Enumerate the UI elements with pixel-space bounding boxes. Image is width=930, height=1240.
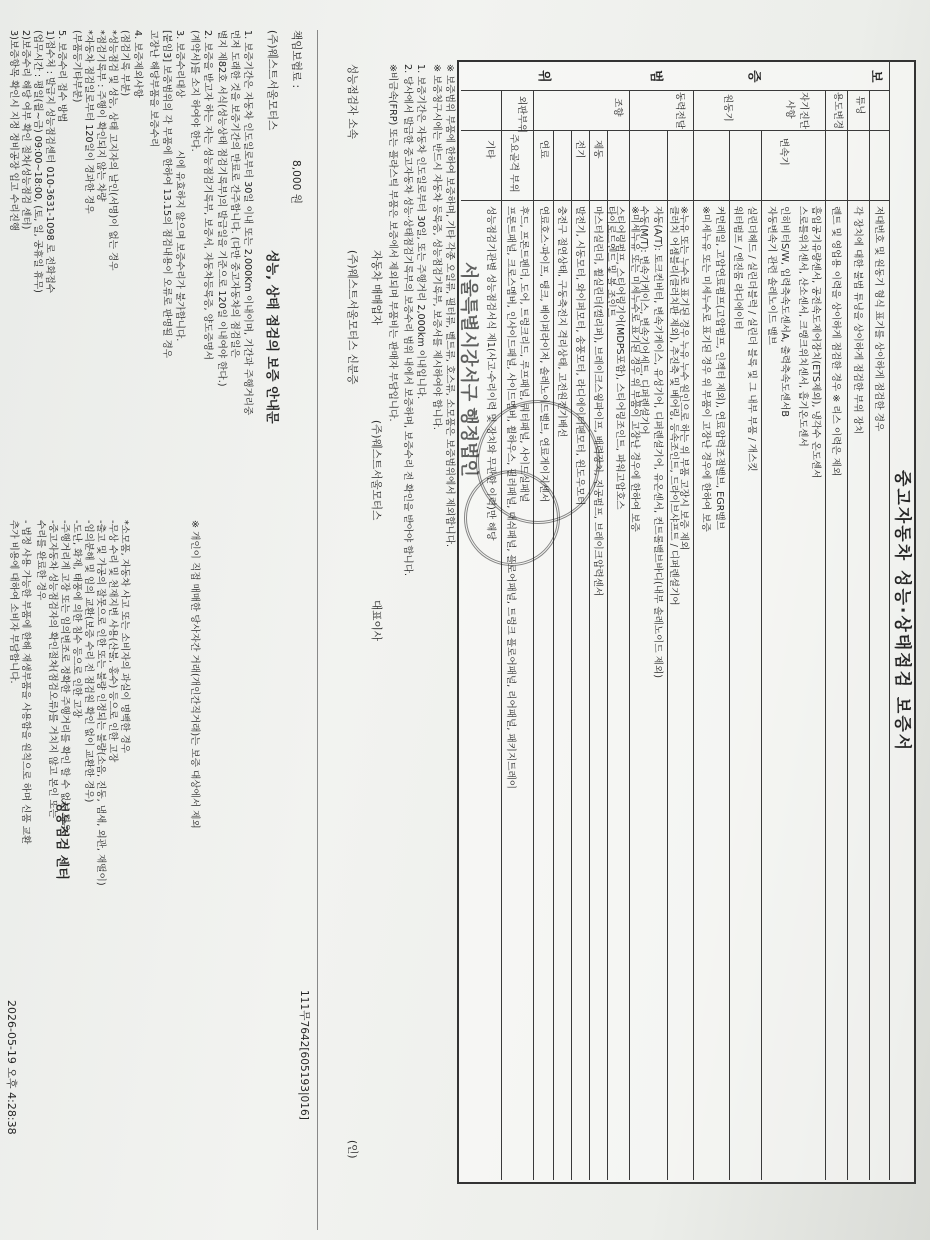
row-text: 저대번호 및 원동기 형식 표기를 상이하게 점검한 경우 (873, 206, 884, 432)
note: 1. 보증기간은 자동차 인도일로부터 30일, 또는 주행거리 2,000km 이내입니다. (415, 64, 426, 400)
label-transmission: 변속기 (778, 138, 789, 166)
notice-item: *점검기록부 : 주행이 확인되지 않는 차량 (95, 30, 106, 202)
row-text: 실린더헤드 / 실린더블럭 / 실린더 블록 및 그 내부 부품 / 개스킷 (746, 206, 757, 472)
side-label-last: 위 (536, 70, 551, 83)
label-engine: 원동기 (722, 94, 733, 122)
row-text: ※미세누유 또는 미세누수로 표기된 경우 위 부품이 고장난 경우에 한하여 보증 (700, 206, 711, 532)
notice-item: 별지 제82호 서식(성능상태 점검기록부)의 발급일을 기준으로 120일 이내여야 한다.) (216, 30, 227, 387)
premium-label: 책임보험료 : (290, 30, 302, 89)
label-other: 기타 (484, 140, 495, 159)
notice-item: 고장난 해당부품을 보증수리 (148, 30, 159, 148)
notice-item: (업무시간 : 평일(월~금) 09:00~18:00, (토, 일, 공휴일 휴무) (32, 30, 43, 293)
note: ※ 보증청구시에는 반드시 자동차 등록증, 성능점검기록부, 보증서를 제시하여야 합니다. (431, 64, 442, 430)
label-items: 사항 (784, 100, 795, 119)
notice-item: 5. 보증수리 접수 방법 (56, 30, 67, 123)
notice-item: -중고자동차 성능점검자의 확인절차(점검오류)를 거치지 않고 본인 또는 (47, 520, 58, 819)
stamp-text: 서울특별시강서구 행정법인 (458, 262, 479, 477)
notice-item: (점검기록 부분) (119, 30, 130, 97)
row-text: 스로틀위치센서, 산소센서, 크랭크위치센서, 흡기온도센서 (797, 206, 808, 447)
notice-item: *성능점검 및 성능, 상태 고지자의 날인(서명)이 없는 경우 (107, 30, 118, 271)
notice-item: *자동차 점검일로부터 120일이 경과한 경우 (83, 30, 94, 214)
notice-item: 1. 보증기간은 자동차 인도일로부터 30일 이내 또는 2,000Km 이내이며, 기간과 주행거리중 (242, 30, 253, 416)
row-text: 마스터실린더, 휠실린더(캘리퍼), 브레이크스윙파이프, 배력장치, 진공펌프, 브레이크압력센서 (592, 206, 603, 597)
label-main-frame: 주요골격 부위 (508, 134, 519, 193)
row-text: 성능점검기관별 성능점검서식 제1(사고·수리이력 및 장치와 무관한 이력)만 해당 (485, 206, 496, 541)
form-code: 111무7642[605193|016] (298, 990, 310, 1120)
row-text: 워터펌프 / 엔진룸 라디에이터 (732, 206, 743, 330)
notice-item: -무상 수리 및 천재지변 사용(산불, 홍수) 등으로 인한 고장 (107, 520, 118, 763)
footer-org: 성능점검 센터 (54, 800, 69, 880)
center-name: 성능점검자 소속 (346, 64, 358, 140)
row-text: 커먼레일, 고압연료펌프(고압펌프, 인젝터 제외), 연료압력조절밸브, EGR밸브 (714, 206, 725, 530)
seal-mark: (인) (346, 1140, 358, 1159)
row-text: 자동변속기 관련 솔레노이드 밸브 (766, 206, 777, 345)
notice-item: 추가 비용에 대하여 소비자 부담합니다. (8, 520, 19, 684)
print-timestamp: 2026-05-19 오후 4:28:38 (5, 1000, 18, 1135)
notice-item: 3. 보증수리대상 (174, 30, 185, 98)
notice-item: (부품등기타부분) (71, 30, 82, 103)
notice-item: ※ 개인이 직접 매매한 당사자간 거래(개인간직거래)는 보증 대상에서 제외 (189, 520, 200, 829)
notice-item: 3)보증항목 확인시 지정 정비공장 입고 수리진행 (8, 30, 19, 232)
row-text: ※누유 또는 누수로 표기된 경우 누유 누수 원인으로 하는 위 부품 고장시 보증 제외 (678, 206, 689, 551)
label-exterior: 외판부위 (516, 96, 527, 134)
label-power-transfer: 동력전달 (674, 92, 685, 130)
row-text: ※미세누유 또는 미세누수로 표기된 경우 위 부품이 고장난 경우에 한하여 보증 (629, 206, 640, 532)
notice-item: 2)보증수리 해당 여부 확인 절차(성능점검 센터) (20, 30, 31, 230)
note: ※비금속(FRP) 또는 플라스틱 부품은 보증에서 제외되며 부품비는 판매자 부담입니다. (387, 64, 398, 422)
signature-label: 자동차 매매업자 (370, 250, 382, 326)
inspector-name: (주)웨스트서울모터스 신분증 (346, 250, 358, 385)
row-text: 타이로드엔드 및 볼 조인트 (605, 206, 616, 318)
row-text: 클러치 어셈블리(클러치판 제외), 추진축 및 베어링, 등속조인트, 드라이브샤프트 / 디퍼렌셜기어 (668, 206, 679, 606)
row-text: 자동(A/T): 토크컨버터, 변속기케이스, 유성기어, 디퍼렌셜기어, 유온센서, 컨트롤밸브바디(내부 솔레노이드 제외) (652, 206, 663, 679)
notice-item: *소모품, 자동차 사고 또는 소비자의 과실이 명백한 경우 (119, 520, 130, 754)
notice-item: -도난, 화재, 태풍에 의한 침수 등으로 인한 고장 (71, 520, 82, 718)
notice-item: 4. 보증제외사항 (132, 30, 143, 98)
row-text: 스티어링펌프, 스티어링기어(MDPS포함), 스티어링조인트, 파워고압호스 (614, 206, 625, 510)
notice-item: 먼저 도래한 것을 보증기간의 만료로 간주합니다. (다만 중고자동차의 점검일은 (229, 30, 240, 358)
notice-heading: 성능, 상태 점검의 보증 안내문 (264, 250, 279, 424)
page-divider (317, 30, 318, 1230)
notice-item: 2. 보증을 받고자 하는 자는 성능점검기록부, 보증서, 자동차등록증, 양도증명서 (202, 30, 213, 360)
notice-item: 수리를 완료한 경우 (35, 520, 46, 601)
row-text: 충전구 절연상태, 구동축전지 격리상태, 고전원전기배선 (556, 206, 567, 438)
notice-item: (계약서)를 소지 하여야 한다. (189, 30, 200, 152)
row-text: 발전기, 시동모터, 와이퍼모터, 송풍모터, 라디에이터팬모터, 윈도우모터 (574, 206, 585, 506)
row-text: 연료호스·파이프, 탱크, 베이퍼라이저, 솔레노이드밸브, 연료게이지센서 (538, 206, 549, 503)
label-fuel: 연료 (538, 140, 549, 159)
notice-item: [붙임3] 보증범위의 각 부품에 한하여 13.15의 점검내용이 오류로 판명될 경우 (161, 30, 172, 358)
premium-value: 8,000 원 (290, 160, 302, 204)
row-text: 흡입공기유량센서, 공전속도제어장치(ETS제외), 냉각수 온도센서 (810, 206, 821, 479)
notice-item: -주행거리계 고장 또는 임의변조로 정확한 주행거리를 확인 할 수 없는 경우 (59, 520, 70, 832)
side-label-middle: 증 (746, 70, 761, 83)
label-electric: 전기 (574, 140, 585, 159)
note: ※ 보증범위 부품에 한하여 보증하며, 기타 각종 오일류, 필터류, 벨트류, 호스류, 소모품은 보증범위에서 제외합니다. (444, 64, 455, 548)
label-braking: 제동 (592, 140, 603, 159)
notice-item: -출고 및 가공의 잘못으로 인한 또는 불량 인정되는 불량(소음, 진동, 냄새, 외관, 재떨이) (95, 520, 106, 886)
row-text: 렌트 및 영업용 이력을 상이하게 점검한 경우 ※ 리스 이력은 제외 (830, 206, 841, 477)
side-label-top: 보 (868, 70, 883, 83)
row-text: 프론트패널, 크로스멤버, 인사이드패널, 사이드멤버, 휠하우스, 필러패널, 대쉬패널, 플로어패널, 트렁크 플로어패널, 리어패널, 패키지트레이 (505, 206, 516, 790)
signature-company: (주)웨스트서울모터스 (370, 420, 382, 521)
notice-item: -임의분해 및 임의 교환(보증 수리 전 점검원 확인 없이 교환한 경우) (83, 520, 94, 803)
row-text: 인히비터S/W, 입력축속도센서A, 출력축속도센서B (779, 206, 790, 417)
note: 2. 당사에서 발급한 중고자동차 성능·상태점검기록부의 보증수리 범위 내에서 보증하며, 보증수리 전 확인을 받아야 합니다. (402, 64, 413, 577)
signature-ceo: 대표이사 (370, 600, 382, 641)
notice-item: 시에 유효하지 않으며 보증수리가 불가합니다. (174, 150, 185, 342)
label-tuning: 튜닝 (854, 96, 865, 115)
notice-item: 1)접수처 : 발급지 성능점검센터 010-3631-1098 로 전화접수 (44, 30, 55, 293)
notice-item: - 법정 사용 가능한 부품에 한해 재생부품을 사용함을 원칙으로 하며 신품 교환 (20, 520, 31, 845)
label-steering: 조향 (612, 98, 623, 117)
row-text: 수동(M/T): 변속기케이스, 변속기어세트, 디퍼렌셜기어 (638, 206, 649, 435)
document-title: 중고자동차 성능·상태점검 보증서 (892, 470, 912, 753)
side-label-bottom: 범 (648, 70, 663, 83)
official-stamp-2 (464, 470, 560, 566)
right-company: (주)웨스트서울모터스 (266, 30, 278, 131)
row-text: 후드, 프론트펜더, 도어, 트렁크리드, 루프패널, 쿼터패널, 사이드실패널 (518, 206, 529, 503)
label-use-change: 용도변경 (832, 92, 843, 130)
label-self-diag: 자기진단 (798, 92, 809, 130)
row-text: 각 장치에 대한 불법 튜닝을 상이하게 점검한 부위 장치 (852, 206, 863, 435)
